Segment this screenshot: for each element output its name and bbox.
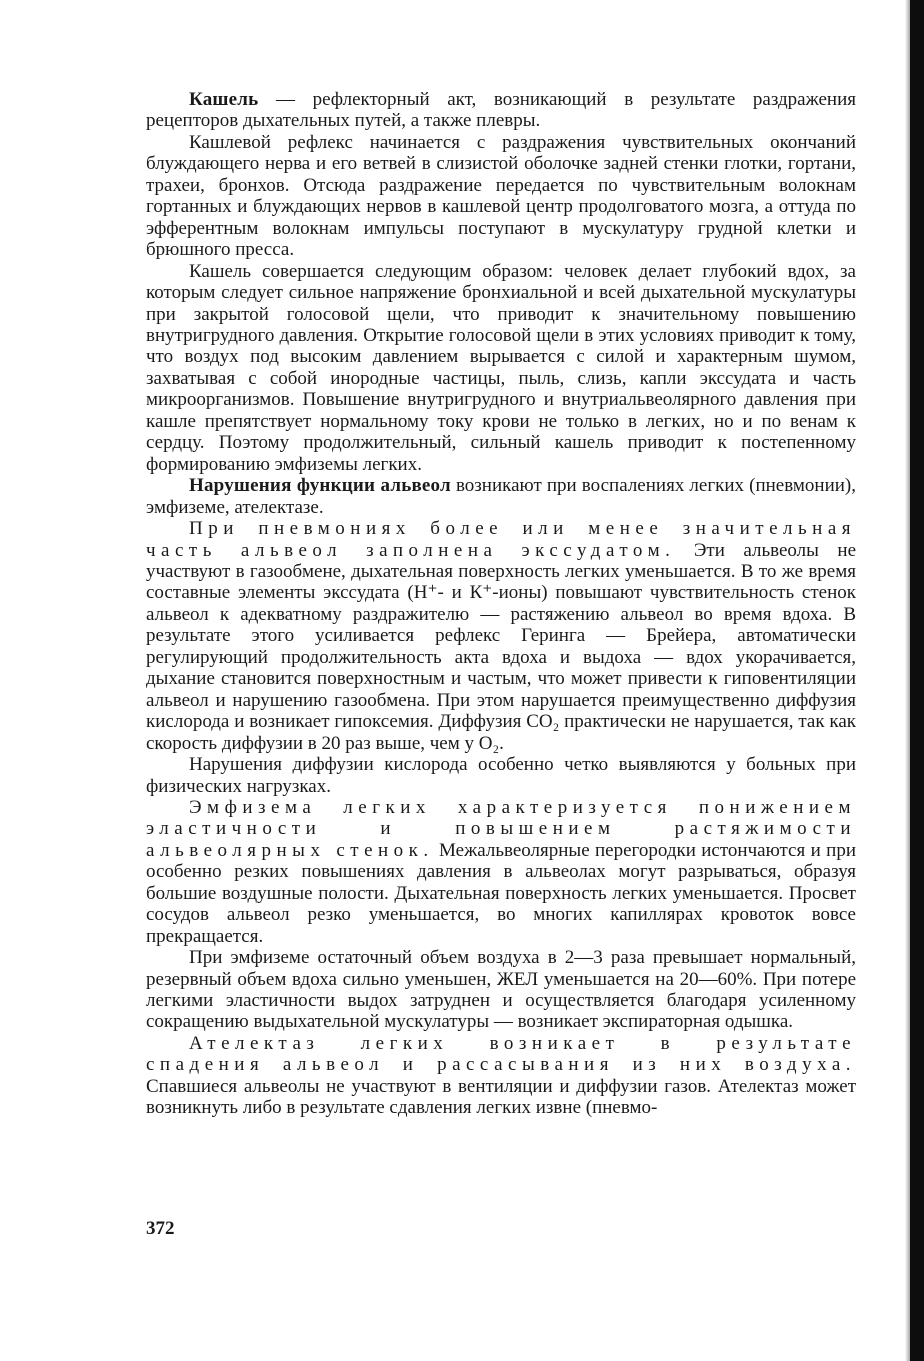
paragraph-text: При эмфиземе остаточный объем воздуха в 2—3 раза превышает нормальный, резервный объем вдоха сильно уменьшен, ЖЕЛ уменьшается на 20—60%. При потере легкими эластичности выдох затруднен и осуществляется благодаря усиленному сокращению выдыхательной мускулатуры — возникает экспираторная одышка. — [146, 947, 856, 1033]
paragraph-text: возникают при воспалениях легких (пневмонии), эмфиземе, ателектазе. — [146, 475, 856, 518]
paragraph-text: Нарушения диффузии кислорода особенно четко выявляются у больных при физических нагрузках. — [146, 754, 856, 797]
paragraph-atelectasis — [146, 1033, 856, 1119]
paragraph-cough-reflex — [146, 132, 856, 261]
paragraph-text: Эти альвеолы не участвуют в газообмене, дыхательная поверхность легких уменьшается. В то же время составные элементы экссудата (Н⁺- и К⁺-ионы) повышают чувствительность стенок альвеол к адекватному раздражителю — растяжению альвеол во время вдоха. В результате этого усиливается рефлекс Геринга — Брейера, автоматически регулирующий продолжительность акта вдоха и выдоха — вдох укорачивается, дыхание становится поверхностным и частым, что может привести к гиповентиляции альвеол и нарушению газообмена. При этом нарушается преимущественно диффузия кислорода и возникает гипоксемия. Диффузия СО₂ практически не нарушается, так как скорость диффузии в 20 раз выше, чем у О₂. — [146, 539, 857, 754]
paragraph-cough-definition — [146, 89, 856, 132]
term-alveoli-disorders: Нарушения функции альвеол — [189, 475, 451, 497]
paragraph-text: Кашель совершается следующим образом: человек делает глубокий вдох, за которым следует сильное напряжение бронхиальной и всей дыхательной мускулатуры при закрытой голосовой щели, что приводит к значительному повышению внутригрудного давления. Открытие голосовой щели в этих условиях приводит к тому, что воздух под высоким давлением вырывается с силой и характерным шумом, захватывая с собой инородные частицы, пыль, слизь, капли экссудата и часть микроорганизмов. Повышение внутригрудного и внутриальвеолярного давления при кашле препятствует нормальному току крови не только в легких, но и по венам к сердцу. Поэтому продолжительный, сильный кашель приводит к постепенному формированию эмфиземы легких. — [146, 260, 856, 475]
emphasis-pneumonia: При пневмониях более или менее значительная часть альвеол заполнена экссудатом. — [146, 518, 856, 561]
paragraph-text: Межальвеолярные перегородки истончаются и при особенно резких повышениях давления в альвеолах могут разрываться, образуя большие воздушные полости. Дыхательная поверхность легких уменьшается. Просвет сосудов альвеол резко уменьшается, во многих капиллярах кровоток вовсе прекращается. — [146, 839, 857, 947]
page-body — [146, 89, 856, 1119]
paragraph-text: Спавшиеся альвеолы не участвуют в вентиляции и диффузии газов. Ателектаз может возникнуть либо в результате сдавления легких извне (пневмо- — [146, 1075, 856, 1119]
paragraph-alveoli-disorders — [146, 475, 856, 518]
page-number: 372 — [146, 1218, 175, 1239]
paragraph-pneumonia — [146, 518, 856, 754]
paragraph-emphysema-volume — [146, 947, 856, 1033]
book-spine-edge — [910, 0, 924, 1361]
paragraph-oxygen-diffusion — [146, 754, 856, 797]
paragraph-emphysema — [146, 797, 856, 947]
paragraph-text: Кашлевой рефлекс начинается с раздражения чувствительных окончаний блуждающего нерва и его ветвей в слизистой оболочке задней стенки глотки, гортани, трахеи, бронхов. Отсюда раздражение передается по чувствительным волокнам гортанных и блуждающих нервов в кашлевой центр продолговатого мозга, а оттуда по эфферентным волокнам импульсы поступают в мускулатуру грудной клетки и брюшного пресса. — [146, 131, 856, 261]
paragraph-cough-mechanism — [146, 261, 856, 476]
paragraph-text: — рефлекторный акт, возникающий в результате раздражения рецепторов дыхательных путей, а также плевры. — [146, 89, 856, 132]
emphasis-atelectasis: Ателектаз легких возникает в результате спадения альвеол и рассасывания из них воздуха. — [146, 1032, 856, 1076]
term-cough: Кашель — [189, 89, 259, 110]
emphasis-emphysema: Эмфизема легких характеризуется понижением эластичности и повышением растяжимости альвеолярных стенок. — [146, 796, 856, 861]
